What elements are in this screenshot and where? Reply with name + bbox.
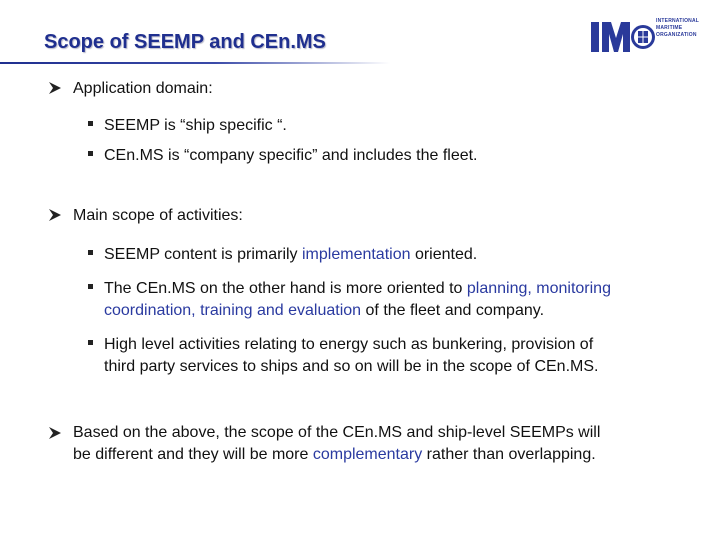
square-bullet-icon	[88, 151, 93, 156]
logo-wordmark: INTERNATIONAL MARITIME ORGANIZATION	[656, 18, 700, 38]
arrow-bullet-icon	[48, 207, 62, 223]
slide-title: Scope of SEEMP and CEn.MS	[44, 31, 326, 53]
arrow-bullet-icon	[48, 425, 62, 441]
arrow-bullet-icon	[48, 80, 62, 96]
slide-body: Application domain: SEEMP is “ship specific “. CEn.MS is “company specific” and includes the fleet. Main scope of activities: SEEMP content is primarily implementation oriented. The CEn.MS on the other hand is more oriented to planning, monitoring coordination, training and evaluation of the fleet and company. High level activities relating to energy such as bunkering, provision of third party services to ships and so on will be in the scope of CEn.MS. Based on the above, the scope of the CEn.MS and ship-level SEEMPs will be different and they will be more complementary rather than overlapping.	[0, 0, 720, 540]
square-bullet-icon	[88, 340, 93, 345]
square-bullet-icon	[88, 284, 93, 289]
square-bullet-icon	[88, 250, 93, 255]
square-bullet-icon	[88, 121, 93, 126]
